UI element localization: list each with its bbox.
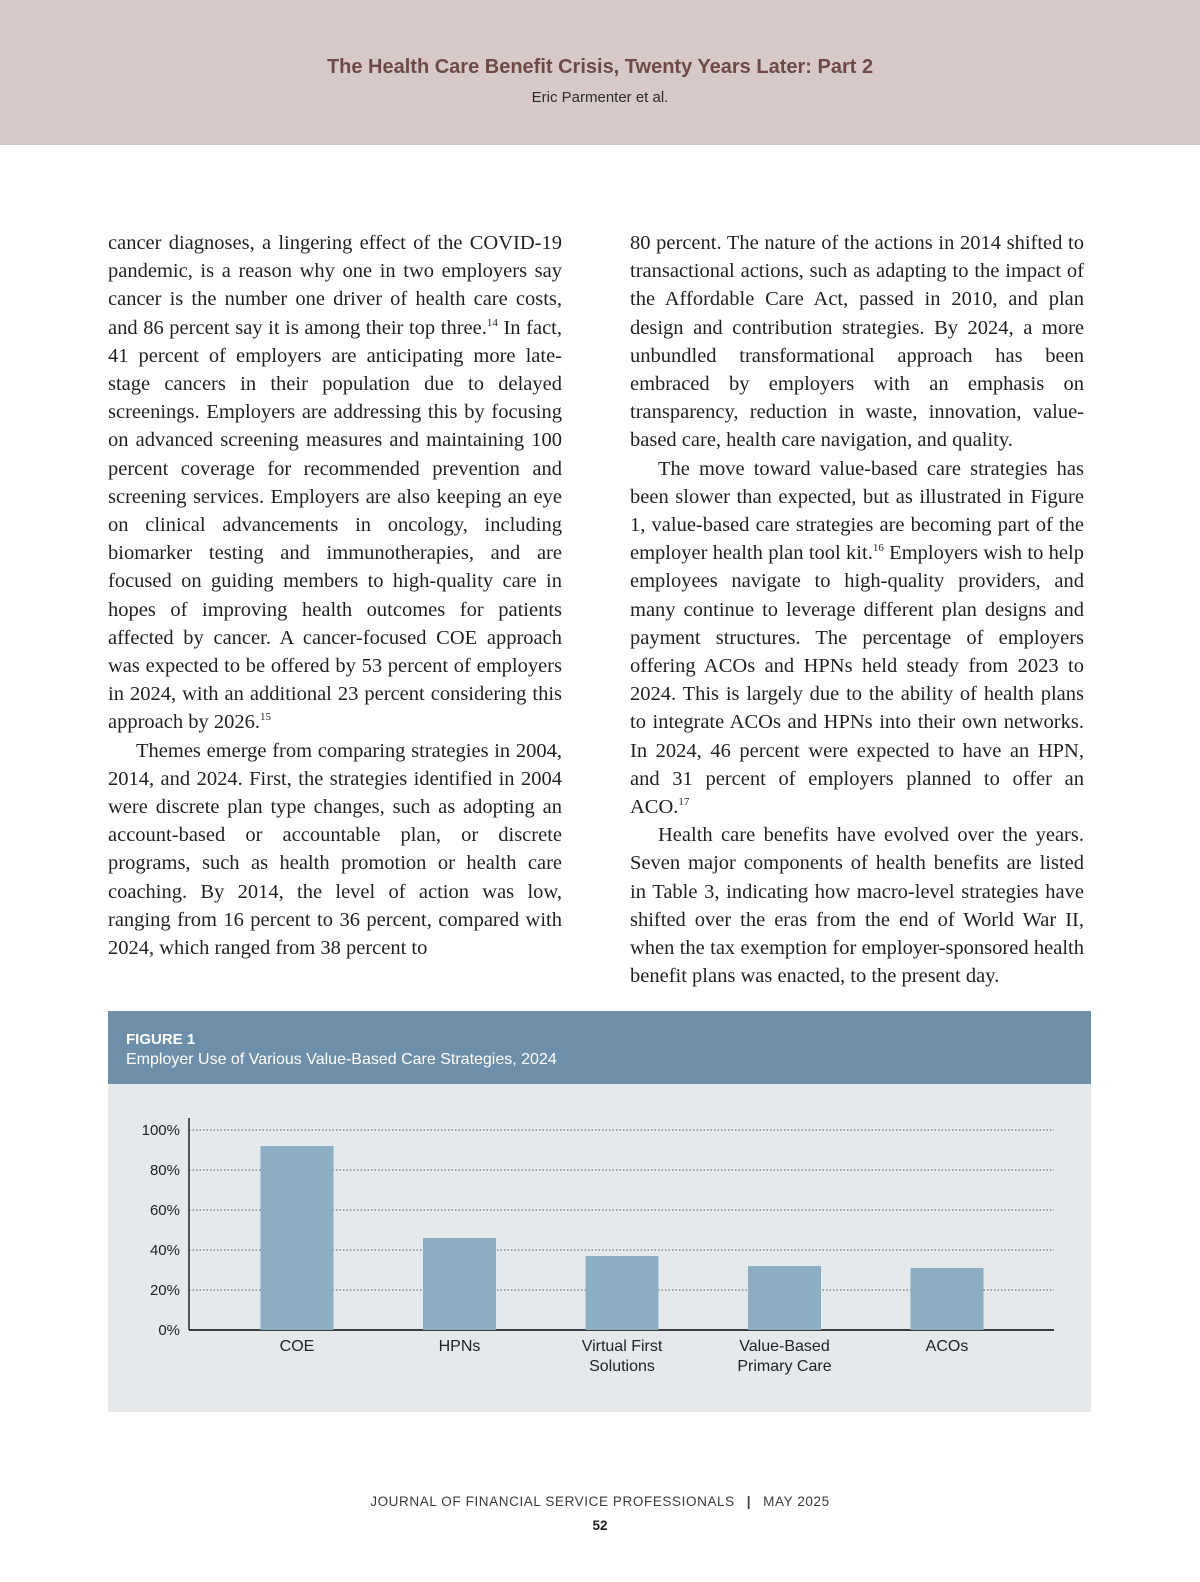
figure-1 xyxy=(108,1011,1091,1412)
x-tick-label: HPNs xyxy=(438,1338,481,1355)
paragraph-text: In fact, 41 percent of employers are anticipating more late-stage cancers in their population due to delayed screenings. Employers are addressing this by focusing on advanced screening measures and maintaining 100 percent coverage for recommended prevention and screening services. Employers are also keeping an eye on clinical advancements in oncology, including biomarker testing and immunotherapies, and are focused on guiding members to high-quality care in hopes of improving health outcomes for patients affected by cancer. A cancer-focused COE approach was expected to be offered by 53 percent of employers in 2024, with an additional 23 percent considering this approach by 2026. xyxy=(108,316,562,734)
x-tick-label: Solutions xyxy=(589,1358,655,1375)
paragraph-text: Employers wish to help employees navigate to high-quality providers, and many continue to leverage different plan designs and payment structures. The percentage of employers offering ACOs and HPNs held steady from 2023 to 2024. This is largely due to the ability of health plans to integrate ACOs and HPNs into their own networks. In 2024, 46 percent were expected to have an HPN, and 31 percent of employers planned to offer an ACO. xyxy=(630,542,1084,819)
y-tick-label: 60% xyxy=(149,1202,180,1219)
paragraph xyxy=(108,229,562,737)
paragraph: Themes emerge from comparing strategies in 2004, 2014, and 2024. First, the strategies identified in 2004 were discrete plan type changes, such as adopting an account-based or accountable plan, or discrete programs, such as health promotion or health care coaching. By 2014, the level of action was low, ranging from 16 percent to 36 percent, compared with 2024, which ranged from 38 percent to xyxy=(108,739,562,960)
bar xyxy=(261,1146,334,1330)
paragraph: Health care benefits have evolved over the years. Seven major components of health benefits are listed in Table 3, indicating how macro-level strategies have shifted over the eras from the end of World War II, when the tax exemption for employer-sponsored health benefit plans was enacted, to the present day. xyxy=(630,824,1084,988)
y-tick-label: 40% xyxy=(149,1242,180,1259)
figure-caption: Employer Use of Various Value-Based Care Strategies, 2024 xyxy=(126,1051,557,1068)
y-tick-label: 20% xyxy=(149,1282,180,1299)
paragraph: 80 percent. The nature of the actions in 2014 shifted to transactional actions, such as adapting to the impact of the Affordable Care Act, passed in 2010, and plan design and contribution strategies. By 2024, a more unbundled transformational approach has been embraced by employers with an emphasis on transparency, reduction in waste, innovation, value-based care, health care navigation, and quality. xyxy=(630,232,1084,452)
x-tick-label: Value-Based xyxy=(739,1338,830,1355)
bar xyxy=(586,1256,659,1330)
bar xyxy=(911,1268,984,1330)
y-tick-label: 0% xyxy=(158,1322,180,1339)
footnote-ref: 16 xyxy=(872,542,884,555)
x-tick-label: ACOs xyxy=(925,1338,969,1355)
journal-name: JOURNAL OF FINANCIAL SERVICE PROFESSIONALS xyxy=(370,1494,735,1509)
footnote-ref: 14 xyxy=(486,316,498,329)
article-title: The Health Care Benefit Crisis, Twenty Years Later: Part 2 xyxy=(326,56,874,78)
footnote-ref: 15 xyxy=(260,711,271,724)
paragraph xyxy=(630,455,1084,822)
footer-separator: | xyxy=(746,1494,752,1509)
y-tick-label: 100% xyxy=(141,1122,180,1139)
x-tick-label: COE xyxy=(279,1338,315,1355)
bar xyxy=(748,1266,821,1330)
running-header xyxy=(0,0,1200,145)
footer xyxy=(0,1494,1200,1509)
article-authors: Eric Parmenter et al. xyxy=(531,89,669,106)
page-number: 52 xyxy=(592,1518,608,1533)
figure-header xyxy=(108,1011,1091,1084)
paragraph-text: cancer diagnoses, a lingering effect of the COVID-19 pandemic, is a reason why one in two employers say cancer is the number one driver of health care costs, and 86 percent say it is among their top three. xyxy=(108,232,562,339)
body-column-left xyxy=(108,229,562,962)
bar-chart xyxy=(108,1084,1091,1412)
figure-label: FIGURE 1 xyxy=(126,1031,196,1048)
x-tick-label: Primary Care xyxy=(737,1358,832,1375)
issue-date: MAY 2025 xyxy=(763,1494,830,1509)
paragraph-text: The move toward value-based care strategies has been slower than expected, but as illustrated in Figure 1, value-based care strategies are becoming part of the employer health plan tool kit. xyxy=(630,457,1084,565)
footnote-ref: 17 xyxy=(678,796,690,809)
bar xyxy=(423,1238,496,1330)
y-tick-label: 80% xyxy=(149,1162,180,1179)
body-column-right xyxy=(630,229,1084,990)
x-tick-label: Virtual First xyxy=(581,1338,663,1355)
